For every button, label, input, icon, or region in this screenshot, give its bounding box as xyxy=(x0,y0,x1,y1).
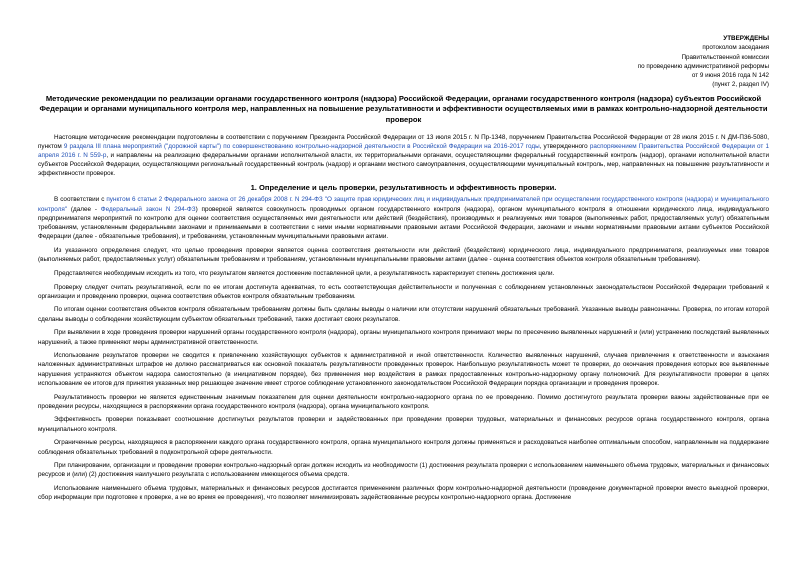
road-map-link[interactable]: 9 раздела III плана мероприятий ("дорожной карты") по совершенствованию контрольно-надзорной деятельности в Российской Федерации на 2016-2017 годы xyxy=(63,142,540,150)
approval-block xyxy=(38,34,769,90)
federal-law-short-link[interactable]: Федеральный закон N 294-ФЗ xyxy=(100,205,196,213)
text-run: (далее - xyxy=(67,205,101,213)
paragraph: Использование наименьшего объема трудовых, материальных и финансовых ресурсов достигается применением различных форм контрольно-надзорной деятельности (проведение документарной проверки вместо выездной проверки, сбор информации при подготовке к проверке, а не во время ее проведения), что позволяет минимизировать задействованные ресурсы контрольно-надзорного органа. Достижение xyxy=(38,485,769,502)
paragraph: Проверку следует считать результативной, если по ее итогам достигнута адекватная, то есть соответствующая действительности и полученная с соблюдением установленных законодательством Российской Федерации требований к организации и проведению проверки, оценка соответствия объектов контроля обязательным требованиям. xyxy=(38,283,769,300)
text-run: Настоящие методические рекомендации подготовлены в соответствии с поручением Президента Российской Федерации от 13 июля 2015 г. N Пр-1348, поручением Правительства Российской Федерации от 28 июля 2015 г. N ДМ-П36-5080, пунктом xyxy=(38,133,769,150)
paragraph xyxy=(38,195,769,241)
text-run: , утвержденного xyxy=(539,142,590,150)
federal-law-link[interactable]: пунктом 6 статьи 2 Федерального закона от 26 декабря 2008 г. N 294-ФЗ "О защите прав юридических лиц и индивидуальных предпринимателей при осуществлении государственного контроля (надзора) и муниципального контроля" xyxy=(38,196,769,213)
text-run: В соответствии с xyxy=(54,196,107,204)
paragraph: Ограниченные ресурсы, находящиеся в распоряжении каждого органа государственного контроля, органа муниципального контроля должны применяться и расходоваться наиболее оптимальным способом, направленным на поддержание соблюдения обязательных требований в подконтрольной сфере деятельности. xyxy=(38,439,769,456)
paragraph: Представляется необходимым исходить из того, что результатом является достижение поставленной цели, а результативность характеризует степень достижения цели. xyxy=(54,269,555,277)
approval-line: от 9 июня 2016 года N 142 xyxy=(691,72,769,80)
paragraph: Из указанного определения следует, что целью проведения проверки является оценка соответствия деятельности или действий (бездействия) юридического лица, индивидуального предпринимателя, реализуемых ими товаров (выполняемых работ, предоставляемых услуг) обязательным требованиям и требованиям, установленным муниципальными правовыми актами (далее - оценка соответствия объектов контроля обязательным требованиям). xyxy=(38,246,769,264)
approval-line: (пункт 2, раздел IV) xyxy=(712,81,769,89)
paragraph: Эффективность проверки показывает соотношение достигнутых результатов проверки и задействованных при проведении проверки трудовых, материальных и финансовых ресурсов органа государственного контроля, органа муниципального контроля. xyxy=(38,416,769,433)
approval-line: протоколом заседания xyxy=(702,44,769,52)
paragraph: Использование результатов проверки не сводится к привлечению хозяйствующих субъектов к административной и иной ответственности. Количество выявленных нарушений, случаев привлечения к ответственности и взыскания наложенных административных штрафов не должно рассматриваться как основной показатель результативности проведенных проверок. Наибольшую результативность может те проверки, до окончания проведения которых все выявленные нарушения устраняются объектом надзора самостоятельно (в инициативном порядке), без применения мер воздействия в рамках предоставленных контрольно-надзорному органу полномочий. Для результативности проверки в целях использование ее итогов для принятия указанных мер решающее значение имеет строгое соблюдение установленного законодательством Российской Федерации порядка организации и проведения проверок. xyxy=(38,352,769,387)
text-run: ) проверкой является совокупность проводимых органом государственного контроля (надзора), органом муниципального контроля в отношении юридического лица, индивидуального предпринимателя мероприятий по контролю для оценки соответствия осуществляемых ими деятельности или действий (бездействия), производимых и реализуемых ими товаров (выполняемых работ, предоставляемых услуг) обязательным требованиям, установленным федеральными законами и принимаемыми в соответствии с ними иными нормативными правовыми актами Российской Федерации, законами и иными нормативными правовыми актами субъектов Российской Федерации (далее - обязательные требования), и требованиям, установленным муниципальными правовыми актами. xyxy=(38,205,769,241)
paragraph: При выявлении в ходе проведения проверки нарушений органы государственного контроля (надзора), органы муниципального контроля принимают меры по пресечению выявленных нарушений и (или) устранению последствий выявленных нарушений, а также применяют меры административной ответственности. xyxy=(38,329,769,346)
paragraph: При планировании, организации и проведении проверки контрольно-надзорный орган должен исходить из необходимости (1) достижения результата проверки с использованием наименьшего объема трудовых, материальных и финансовых ресурсов и (или) (2) достижения наилучшего результата с использованием имеющегося объема средств. xyxy=(38,462,769,479)
approval-line: Правительственной комиссии xyxy=(681,53,769,61)
paragraph: Результативность проверки не является единственным значимым показателем для оценки деятельности контрольно-надзорного органа по ее проведению. Помимо достигнутого результата проверки важны задействованные при ее проведении ресурсы, находящиеся в распоряжении органа государственного контроля (надзора), органа муниципального контроля. xyxy=(38,393,769,410)
government-order-link[interactable]: распоряжением Правительства Российской Федерации от 1 апреля 2016 г. N 559-р xyxy=(38,142,769,159)
section-heading: 1. Определение и цель проверки, результативность и эффективность проверки. xyxy=(250,183,557,193)
intro-paragraph xyxy=(38,133,769,179)
approval-heading: УТВЕРЖДЕНЫ xyxy=(723,35,769,42)
text-run: , и направлены на реализацию федеральными органами исполнительной власти, их территориальными органами, осуществляющими федеральный государственный контроль (надзор), органами исполнительной власти субъектов Российской Федерации, осуществляющими региональный государственный контроль (надзор) и органами местного самоуправления, осуществляющими муниципальный контроль, мер, направленных на повышение результативности и эффективности проверок. xyxy=(38,151,769,178)
paragraph: По итогам оценки соответствия объектов контроля обязательным требованиям должны быть сделаны выводы о наличии или отсутствии нарушений обязательных требований. Указанные выводы равнозначны. Проверка, по итогам которой сделаны выводы о соблюдении хозяйствующим субъектом обязательных требований, также достигает своих результатов. xyxy=(38,306,769,323)
document-title: Методические рекомендации по реализации органами государственного контроля (надзора) Российской Федерации, органами государственного контроля (надзора) субъектов Российской Федерации и органами муниципального контроля мер, направленных на повышение результативности и эффективности осуществляемых ими в рамках контрольно-надзорной деятельности проверок xyxy=(39,93,768,124)
approval-line: по проведению административной реформы xyxy=(637,62,769,70)
